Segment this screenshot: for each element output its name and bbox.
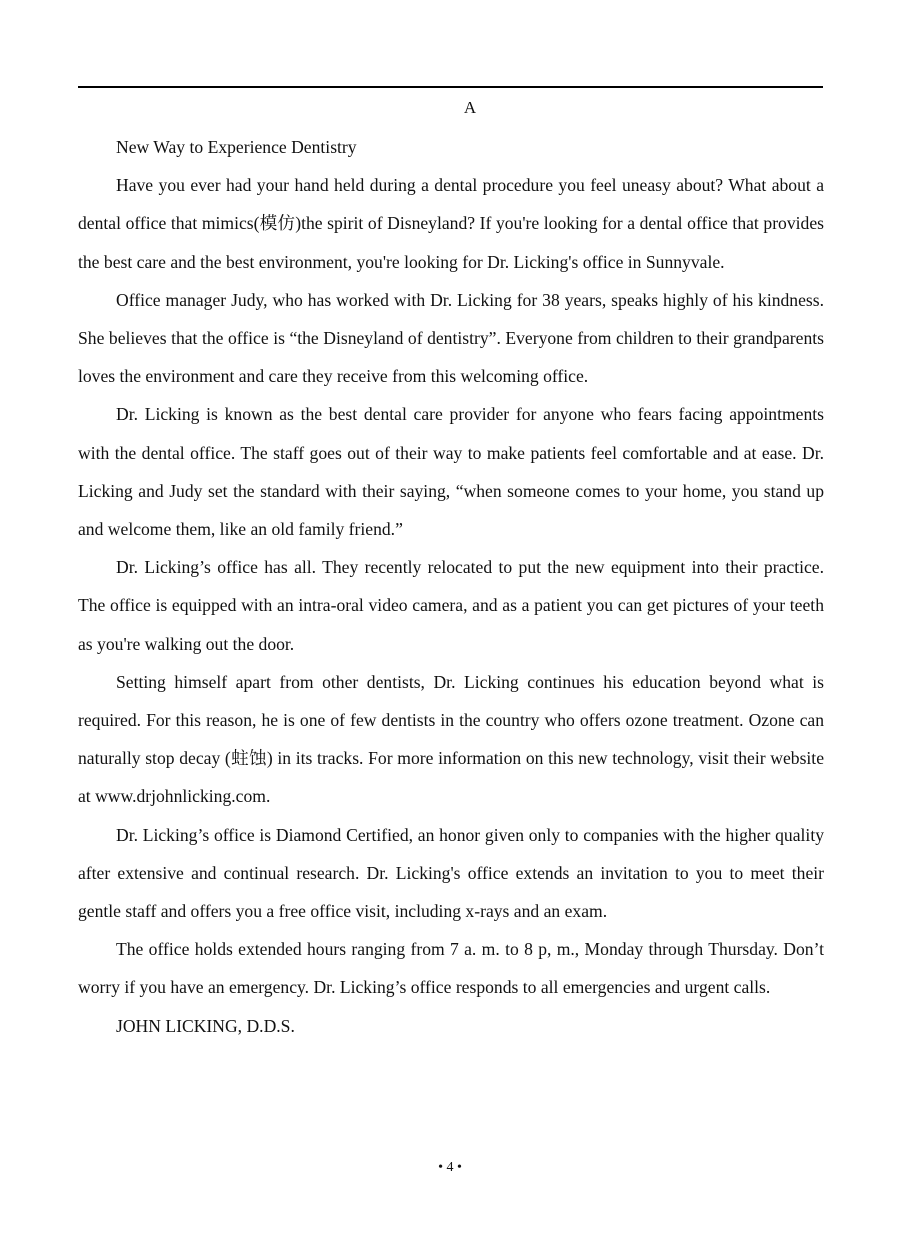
paragraph: Dr. Licking’s office is Diamond Certified, an honor given only to companies with the higher quality after extensive and continual research. Dr. Licking's office extends an invitation to you to meet their gentle staff and offers you a free office visit, including x-rays and an exam.	[78, 824, 824, 922]
page-number: • 4 •	[438, 1160, 462, 1175]
paragraph: Dr. Licking’s office has all. They recently relocated to put the new equipment into their practice. The office is equipped with an intra-oral video camera, and as a patient you can get pictures of your teeth as you're walking out the door.	[78, 557, 824, 654]
section-letter: A	[463, 98, 477, 117]
article	[78, 128, 824, 1045]
paragraph: Office manager Judy, who has worked with Dr. Licking for 38 years, speaks highly of his kindness. She believes that the office is “the Disneyland of dentistry”. Everyone from children to their grandparents loves the environment and care they receive from this welcoming office.	[78, 289, 824, 387]
paragraph: Dr. Licking is known as the best dental care provider for anyone who fears facing appointments with the dental office. The staff goes out of their way to make patients feel comfortable and at ease. Dr. Licking and Judy set the standard with their saying, “when someone comes to your home, you stand up and welcome them, like an old family friend.”	[78, 404, 824, 540]
paragraph: Setting himself apart from other dentists, Dr. Licking continues his education beyond what is required. For this reason, he is one of few dentists in the country who offers ozone treatment. Ozone can naturally stop decay (蛀蚀) in its tracks. For more information on this new technology, visit their website at www.drjohnlicking.com.	[78, 671, 824, 807]
article-title: New Way to Experience Dentistry	[116, 137, 357, 157]
signature: JOHN LICKING, D.D.S.	[116, 1015, 295, 1036]
header-rule	[78, 86, 823, 88]
paragraph: Have you ever had your hand held during a dental procedure you feel uneasy about? What about a dental office that mimics(模仿)the spirit of Disneyland? If you're looking for a dental office that provides the best care and the best environment, you're looking for Dr. Licking's office in Sunnyvale.	[78, 175, 824, 272]
paragraph: The office holds extended hours ranging from 7 a. m. to 8 p, m., Monday through Thursday. Don’t worry if you have an emergency. Dr. Licking’s office responds to all emergencies and urgent calls.	[78, 939, 824, 998]
